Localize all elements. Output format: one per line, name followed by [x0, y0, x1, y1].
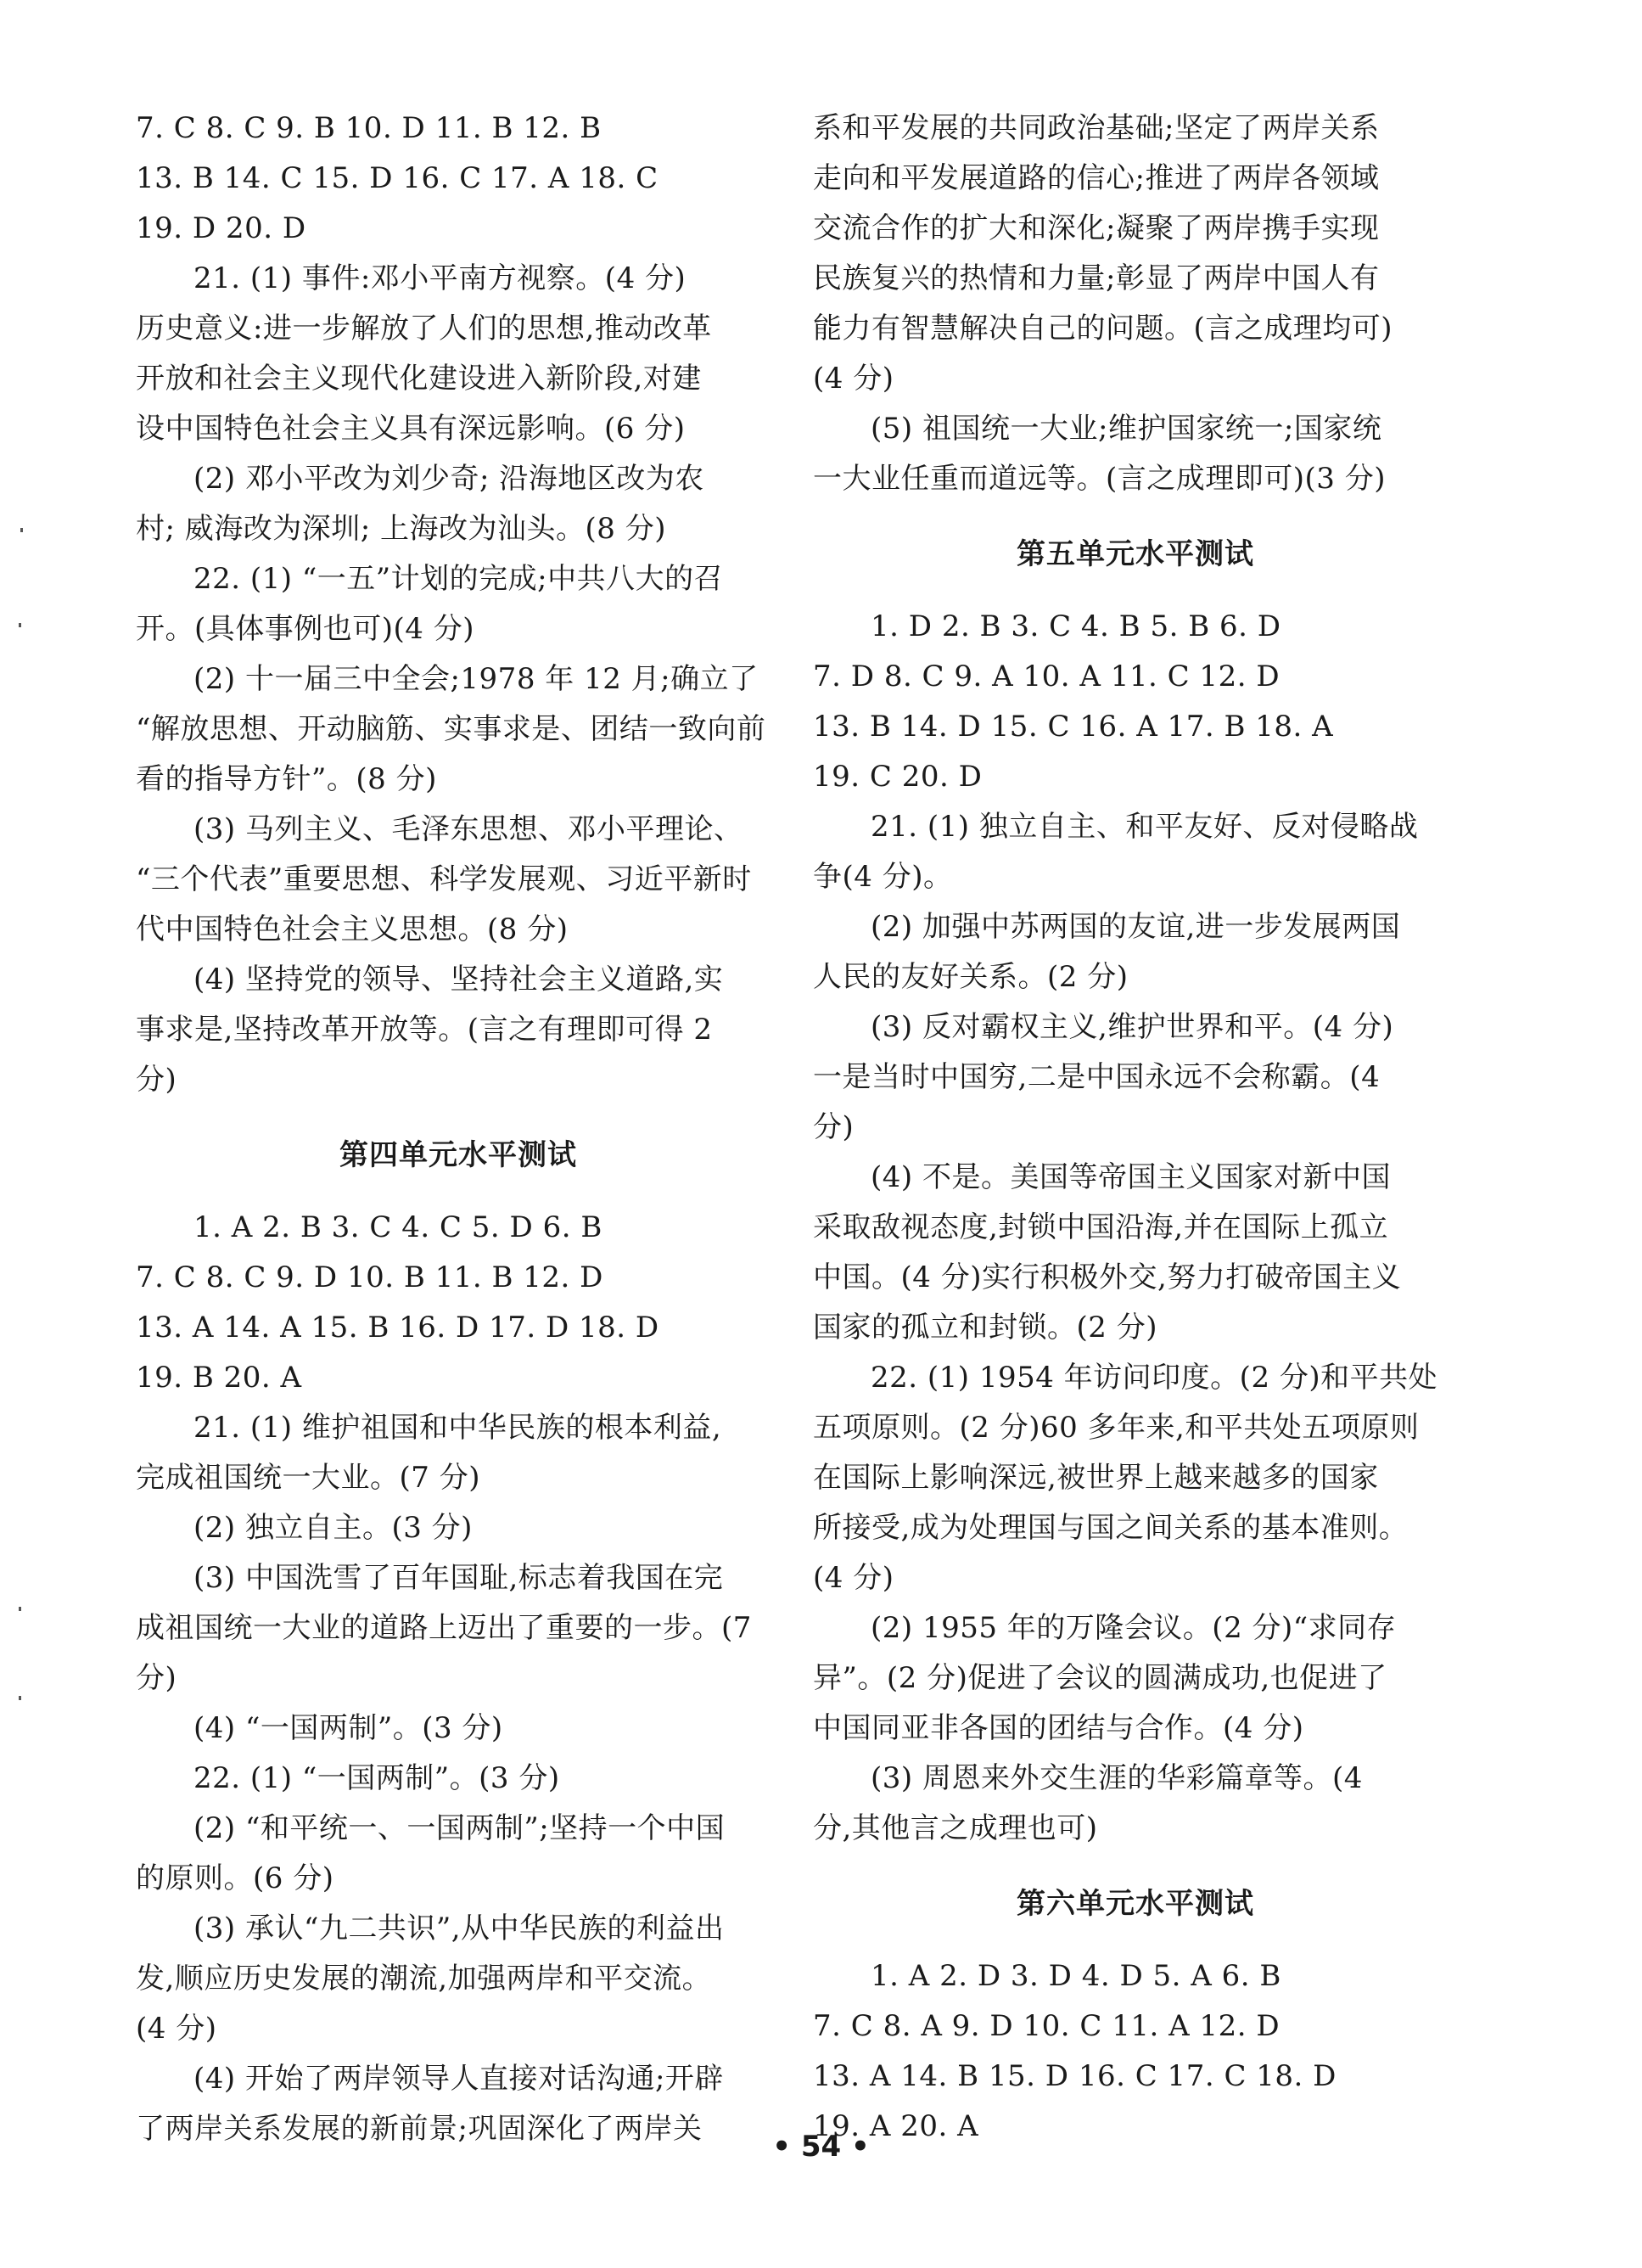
- answer-line: 1. D 2. B 3. C 4. B 5. B 6. D: [871, 609, 1281, 643]
- margin-mark: [19, 1607, 21, 1611]
- answer-line: 了两岸关系发展的新前景;巩固深化了两岸关: [136, 2112, 703, 2146]
- answer-line: 开放和社会主义现代化建设进入新阶段,对建: [136, 362, 702, 396]
- answer-line: 走向和平发展道路的信心;推进了两岸各领域: [813, 161, 1380, 195]
- page-number: • 54 •: [772, 2130, 870, 2164]
- answer-line: 7. C 8. C 9. D 10. B 11. B 12. D: [136, 1260, 603, 1294]
- answer-line: 国家的孤立和封锁。(2 分): [813, 1311, 1157, 1345]
- answer-line: (3) 承认“九二共识”,从中华民族的利益出: [193, 1912, 725, 1945]
- answer-line: 13. B 14. D 15. C 16. A 17. B 18. A: [813, 710, 1334, 744]
- answer-line: (3) 周恩来外交生涯的华彩篇章等。(4: [871, 1761, 1363, 1795]
- answer-line: 19. A 20. A: [813, 2109, 979, 2143]
- answer-line: (2) 邓小平改为刘少奇; 沿海地区改为农: [193, 462, 704, 496]
- answer-line: 7. D 8. C 9. A 10. A 11. C 12. D: [813, 660, 1281, 693]
- answer-line: 分): [136, 1661, 177, 1695]
- section-heading-unit6: 第六单元水平测试: [1017, 1887, 1254, 1921]
- answer-line: (4 分): [813, 1561, 894, 1595]
- answer-line: 事求是,坚持改革开放等。(言之有理即可得 2: [136, 1013, 713, 1047]
- answer-line: (2) 加强中苏两国的友谊,进一步发展两国: [871, 910, 1401, 944]
- answer-line: 19. C 20. D: [813, 760, 983, 794]
- answer-line: 五项原则。(2 分)60 多年来,和平共处五项原则: [813, 1411, 1420, 1445]
- answer-line: 22. (1) “一国两制”。(3 分): [193, 1761, 560, 1795]
- answer-line: 发,顺应历史发展的潮流,加强两岸和平交流。: [136, 1962, 712, 1996]
- answer-line: 成祖国统一大业的道路上迈出了重要的一步。(7: [136, 1611, 752, 1645]
- answer-line: (4) 开始了两岸领导人直接对话沟通;开辟: [193, 2062, 724, 2096]
- answer-line: 采取敌视态度,封锁中国沿海,并在国际上孤立: [813, 1210, 1389, 1244]
- answer-line: 中国同亚非各国的团结与合作。(4 分): [813, 1711, 1304, 1745]
- answer-line: (4) 坚持党的领导、坚持社会主义道路,实: [193, 963, 724, 996]
- answer-line: (4) 不是。美国等帝国主义国家对新中国: [871, 1160, 1391, 1194]
- answer-line: 21. (1) 事件:邓小平南方视察。(4 分): [193, 261, 687, 295]
- answer-line: “三个代表”重要思想、科学发展观、习近平新时: [136, 862, 752, 896]
- answer-line: 人民的友好关系。(2 分): [813, 960, 1129, 994]
- right-column: [813, 104, 1458, 2152]
- answer-line: (3) 反对霸权主义,维护世界和平。(4 分): [871, 1010, 1394, 1044]
- answer-line: 19. B 20. A: [136, 1361, 302, 1395]
- answer-line: (3) 马列主义、毛泽东思想、邓小平理论、: [193, 812, 743, 846]
- answer-line: 21. (1) 独立自主、和平友好、反对侵略战: [871, 810, 1419, 844]
- answer-line: 19. D 20. D: [136, 211, 306, 245]
- answer-line: 的原则。(6 分): [136, 1861, 334, 1895]
- answer-line: 异”。(2 分)促进了会议的圆满成功,也促进了: [813, 1661, 1387, 1695]
- answer-line: 13. A 14. B 15. D 16. C 17. C 18. D: [813, 2059, 1337, 2093]
- answer-line: (4) “一国两制”。(3 分): [193, 1711, 503, 1745]
- answer-line: (4 分): [813, 362, 894, 396]
- margin-mark: [19, 623, 21, 627]
- answer-line: 中国。(4 分)实行积极外交,努力打破帝国主义: [813, 1260, 1402, 1294]
- answer-line: 13. A 14. A 15. B 16. D 17. D 18. D: [136, 1311, 659, 1345]
- answer-line: 完成祖国统一大业。(7 分): [136, 1461, 480, 1495]
- answer-line: 村; 威海改为深圳; 上海改为汕头。(8 分): [136, 512, 666, 546]
- answer-line: 22. (1) 1954 年访问印度。(2 分)和平共处: [871, 1361, 1438, 1395]
- answer-line: 一大业任重而道远等。(言之成理即可)(3 分): [813, 462, 1386, 496]
- answer-line: 代中国特色社会主义思想。(8 分): [136, 912, 569, 946]
- answer-line: 分,其他言之成理也可): [813, 1811, 1098, 1845]
- answer-line: 历史意义:进一步解放了人们的思想,推动改革: [136, 312, 712, 345]
- section-heading-unit5: 第五单元水平测试: [1017, 537, 1254, 571]
- answer-line: 看的指导方针”。(8 分): [136, 762, 437, 796]
- answer-line: 分): [136, 1063, 177, 1097]
- answer-line: 开。(具体事例也可)(4 分): [136, 612, 474, 646]
- section-heading-unit4: 第四单元水平测试: [339, 1138, 577, 1172]
- answer-line: 1. A 2. D 3. D 4. D 5. A 6. B: [871, 1959, 1281, 1993]
- answer-line: 交流合作的扩大和深化;凝聚了两岸携手实现: [813, 211, 1380, 245]
- left-column: [136, 104, 781, 2154]
- answer-line: 民族复兴的热情和力量;彰显了两岸中国人有: [813, 261, 1380, 295]
- answer-line: (3) 中国洗雪了百年国耻,标志着我国在完: [193, 1561, 724, 1595]
- answer-line: “解放思想、开动脑筋、实事求是、团结一致向前: [136, 712, 766, 746]
- answer-line: (2) 独立自主。(3 分): [193, 1511, 473, 1545]
- margin-mark: [19, 1696, 21, 1700]
- answer-line: 21. (1) 维护祖国和中华民族的根本利益,: [193, 1411, 722, 1445]
- answer-line: 争(4 分)。: [813, 860, 953, 894]
- answer-line: 设中国特色社会主义具有深远影响。(6 分): [136, 412, 686, 446]
- answer-line: 13. B 14. C 15. D 16. C 17. A 18. C: [136, 161, 658, 195]
- answer-line: 能力有智慧解决自己的问题。(言之成理均可): [813, 312, 1393, 345]
- answer-line: 系和平发展的共同政治基础;坚定了两岸关系: [813, 111, 1380, 145]
- answer-line: 所接受,成为处理国与国之间关系的基本准则。: [813, 1511, 1409, 1545]
- answer-line: 7. C 8. C 9. B 10. D 11. B 12. B: [136, 111, 602, 145]
- answer-line: (2) 1955 年的万隆会议。(2 分)“求同存: [871, 1611, 1397, 1645]
- answer-line: 7. C 8. A 9. D 10. C 11. A 12. D: [813, 2009, 1281, 2043]
- answer-line: 一是当时中国穷,二是中国永远不会称霸。(4: [813, 1060, 1381, 1094]
- answer-line: 22. (1) “一五”计划的完成;中共八大的召: [193, 562, 724, 596]
- answer-line: (5) 祖国统一大业;维护国家统一;国家统: [871, 412, 1382, 446]
- answer-line: 分): [813, 1110, 855, 1144]
- margin-mark: [20, 528, 23, 532]
- answer-line: (4 分): [136, 2012, 217, 2046]
- answer-line: (2) 十一届三中全会;1978 年 12 月;确立了: [193, 662, 759, 696]
- answer-line: (2) “和平统一、一国两制”;坚持一个中国: [193, 1811, 726, 1845]
- answer-line: 在国际上影响深远,被世界上越来越多的国家: [813, 1461, 1379, 1495]
- answer-line: 1. A 2. B 3. C 4. C 5. D 6. B: [193, 1210, 602, 1244]
